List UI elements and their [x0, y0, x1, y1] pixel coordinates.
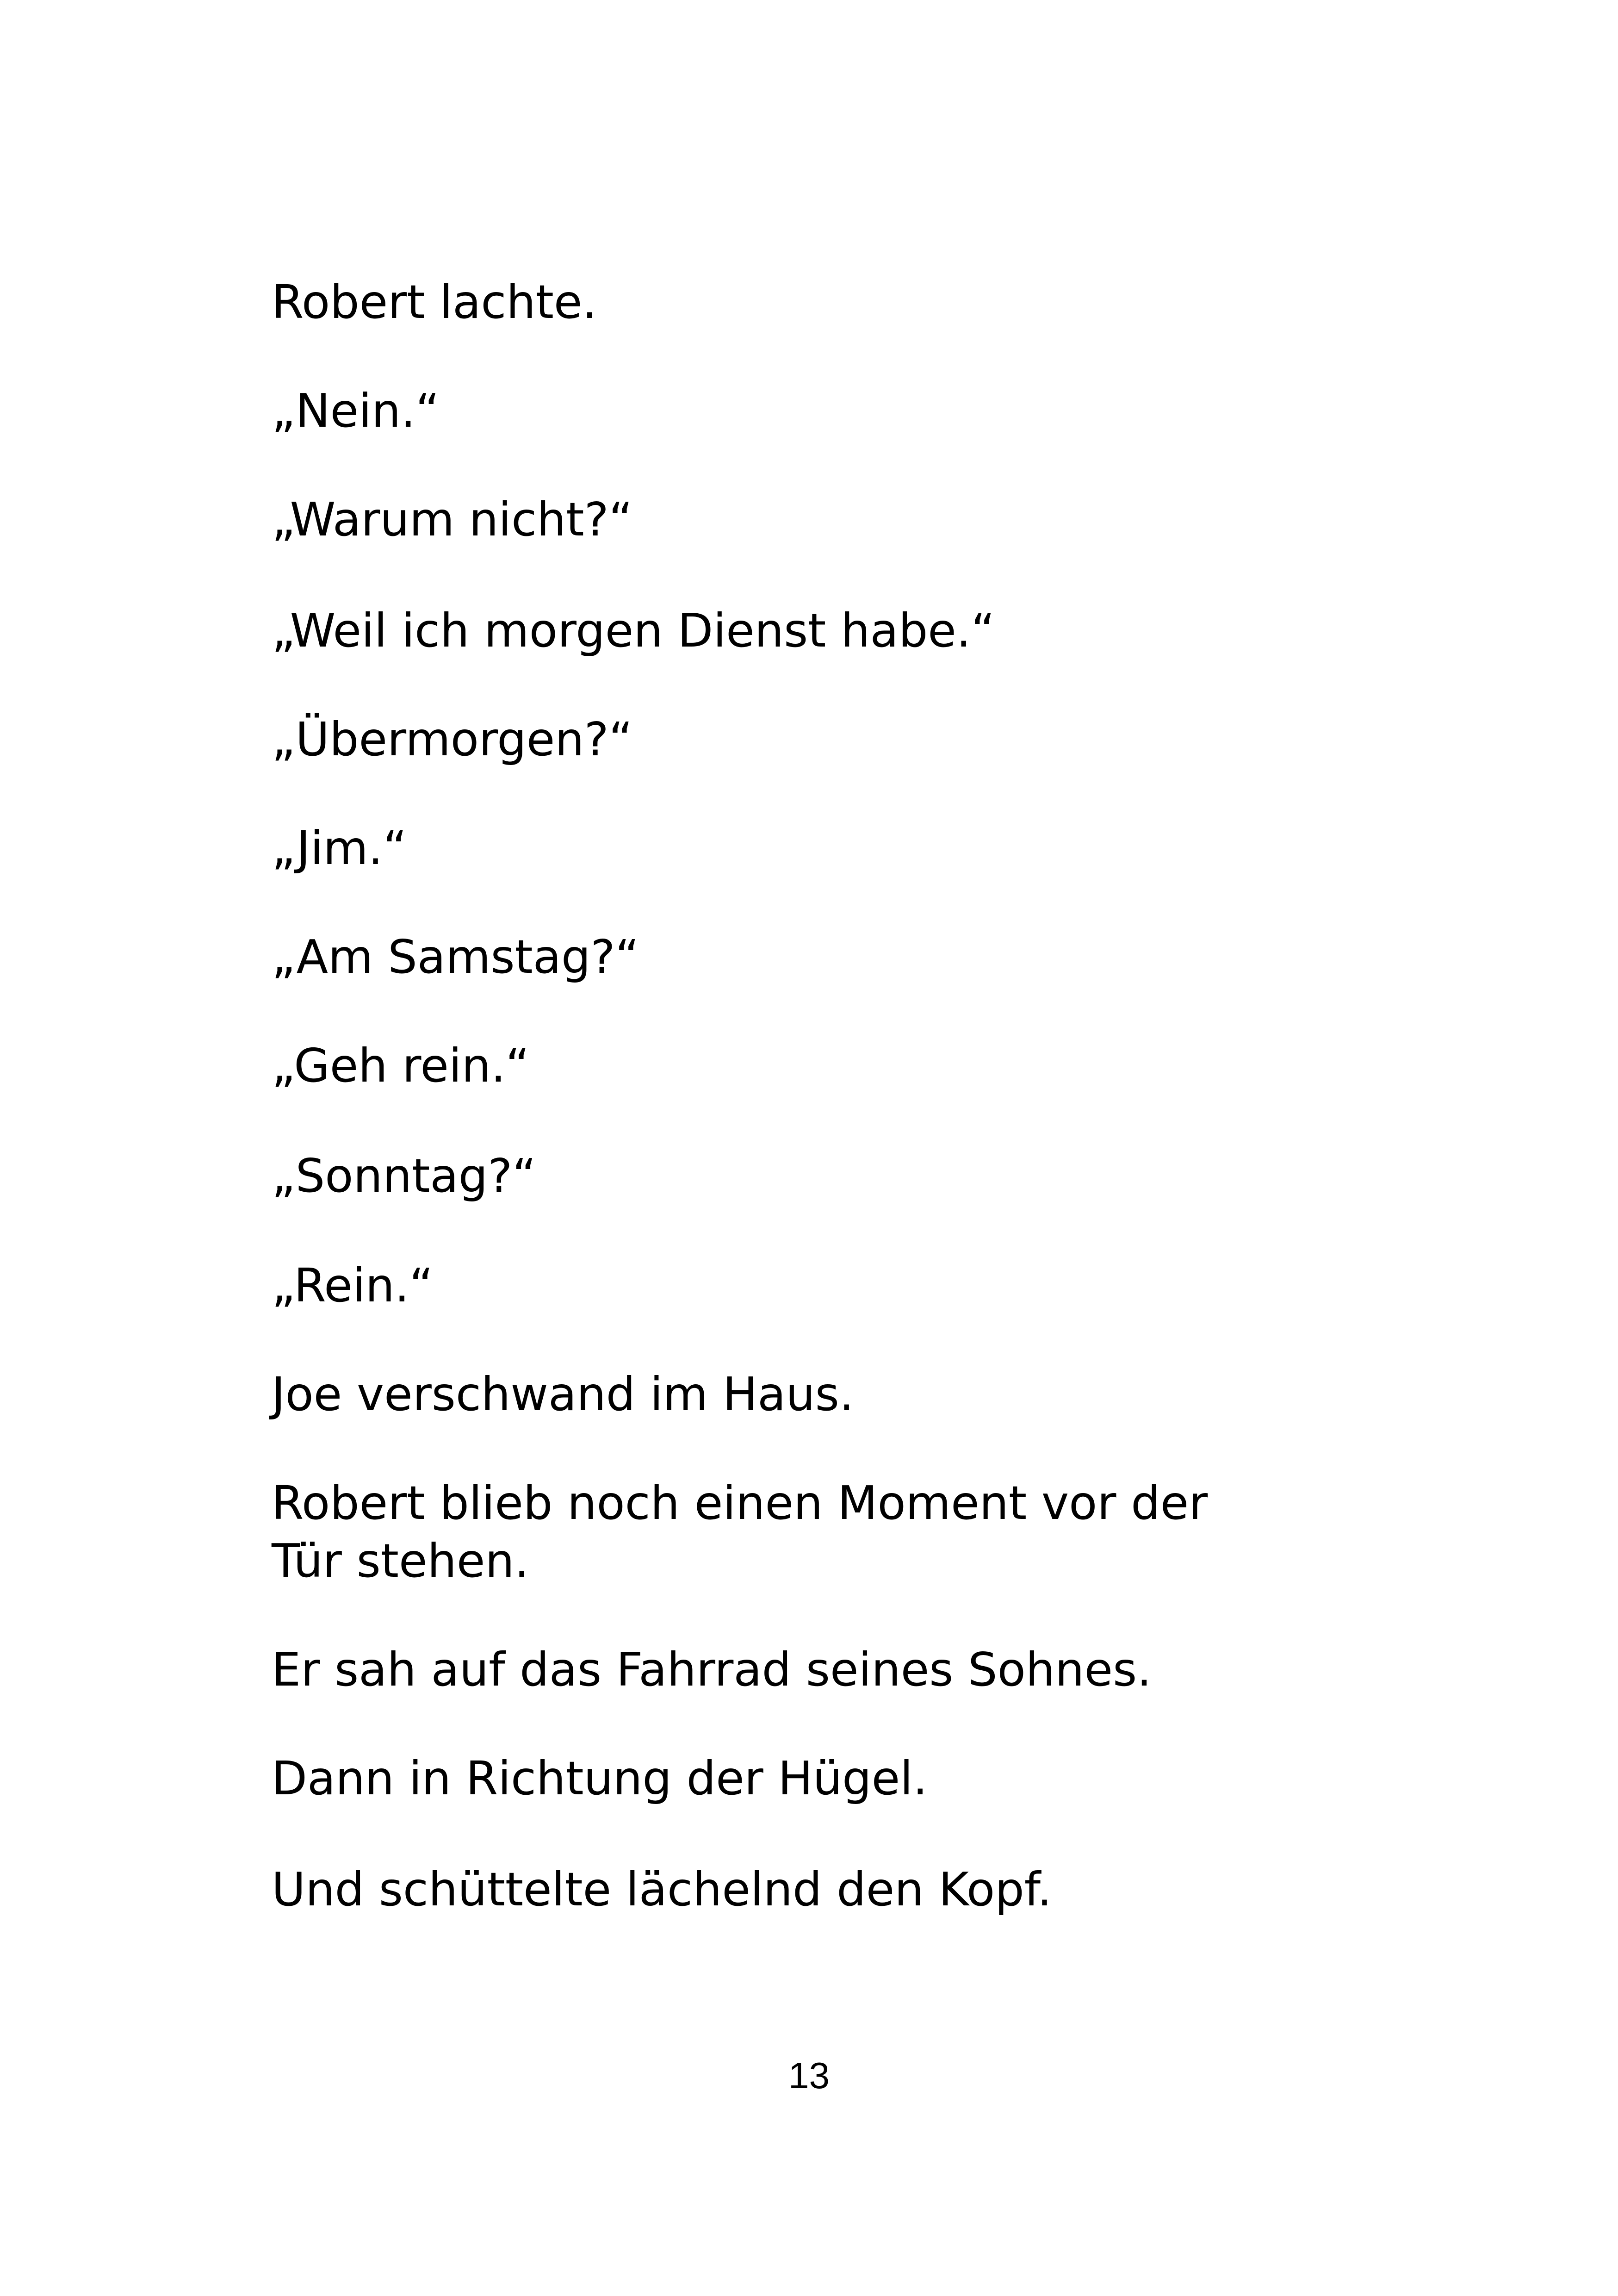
paragraph: Joe verschwand im Haus.	[272, 1367, 854, 1421]
page-number: 13	[788, 2055, 830, 2096]
paragraph: „Sonntag?“	[272, 1149, 537, 1203]
paragraph: „Warum nicht?“	[272, 492, 633, 547]
paragraph: Robert lachte.	[272, 275, 597, 329]
paragraph: Und schüttelte lächelnd den Kopf.	[272, 1862, 1052, 1916]
paragraph: „Jim.“	[272, 821, 407, 875]
paragraph: „Geh rein.“	[272, 1039, 530, 1093]
paragraph: Dann in Richtung der Hügel.	[272, 1751, 928, 1805]
paragraph: „Weil ich morgen Dienst habe.“	[272, 604, 995, 658]
paragraph: „Übermorgen?“	[272, 712, 633, 766]
paragraph: Er sah auf das Fahrrad seines Sohnes.	[272, 1643, 1152, 1697]
paragraph: „Rein.“	[272, 1258, 434, 1313]
paragraph: „Am Samstag?“	[272, 930, 639, 984]
paragraph: „Nein.“	[272, 384, 440, 438]
paragraph: Robert blieb noch einen Moment vor der Tür stehen.	[272, 1476, 1223, 1588]
